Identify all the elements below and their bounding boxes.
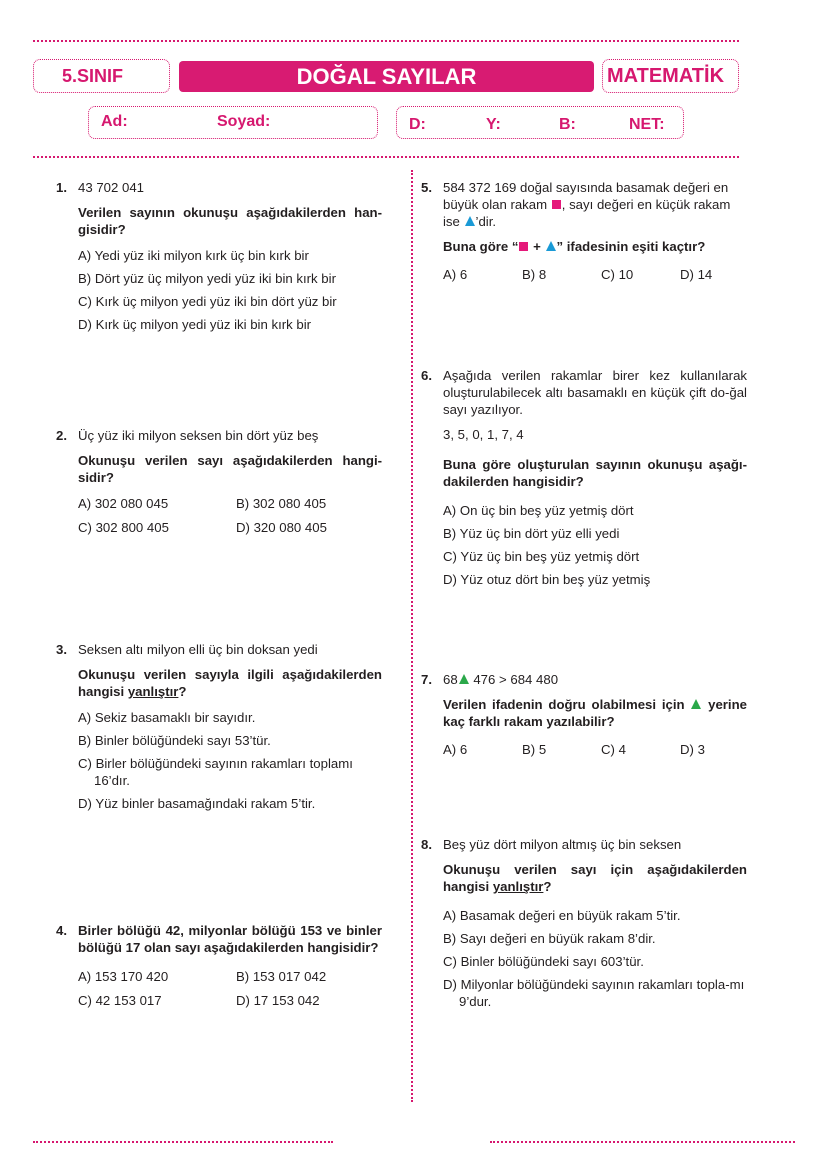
option-b[interactable]: B) 5 [522, 742, 547, 757]
footer-divider-right [490, 1141, 795, 1143]
name-box [88, 106, 378, 139]
question-number: 3. [56, 642, 67, 657]
option-d[interactable]: D) 14 [680, 267, 713, 282]
question-number: 4. [56, 923, 67, 938]
option-d[interactable]: D) Yüz binler basamağındaki rakam 5’tir. [78, 796, 316, 811]
option-c[interactable]: C) 302 800 405 [78, 520, 169, 535]
question-7 [421, 671, 747, 758]
question-number: 5. [421, 180, 432, 195]
net-field-label: NET: [629, 116, 665, 133]
option-c[interactable]: C) Binler bölüğündeki sayı 603’tür. [443, 954, 644, 969]
negative-keyword: yanlıştır [127, 684, 179, 699]
option-a[interactable]: A) 6 [443, 267, 468, 282]
question-stem: Aşağıda verilen rakamlar birer kez kullanılarak oluşturulabilecek altı basamaklı en küçük çift do-ğal sayı yazılıyor. [443, 368, 747, 417]
question-number: 2. [56, 428, 67, 443]
option-a[interactable]: A) Sekiz basamaklı bir sayıdır. [78, 710, 256, 725]
option-d[interactable]: D) 320 080 405 [236, 520, 327, 535]
option-a[interactable]: A) On üç bin beş yüz yetmiş dört [443, 503, 634, 518]
negative-keyword: yanlıştır [492, 879, 544, 894]
option-b[interactable]: B) Sayı değeri en büyük rakam 8’dir. [443, 931, 656, 946]
option-b[interactable]: B) 8 [522, 267, 547, 282]
question-prompt: Okunuşu verilen sayıyla ilgili aşağıdakilerden hangisi yanlıştır? [78, 667, 382, 699]
question-number: 7. [421, 672, 432, 687]
question-3 [56, 641, 382, 818]
option-d[interactable]: D) Kırk üç milyon yedi yüz iki bin kırk bir [78, 317, 312, 332]
option-b[interactable]: B) 302 080 405 [236, 496, 327, 511]
option-c[interactable]: C) 10 [601, 267, 634, 282]
page-title: DOĞAL SAYILAR [179, 61, 594, 92]
question-stem: Üç yüz iki milyon seksen bin dört yüz beş [78, 428, 319, 443]
question-stem: Beş yüz dört milyon altmış üç bin seksen [443, 837, 682, 852]
option-c[interactable]: C) Kırk üç milyon yedi yüz iki bin dört yüz bir [78, 294, 337, 309]
blank-field-label: B: [559, 116, 576, 133]
question-6 [421, 367, 747, 594]
score-box [396, 106, 684, 139]
question-prompt: Buna göre “ + ” ifadesinin eşiti kaçtır? [443, 239, 706, 254]
option-c[interactable]: C) Yüz üç bin beş yüz yetmiş dört [443, 549, 640, 564]
question-stem: 43 702 041 [78, 180, 145, 195]
name-field-label: Ad: [101, 113, 128, 130]
question-prompt: Verilen ifadenin doğru olabilmesi için yerine kaç farklı rakam yazılabilir? [443, 697, 747, 729]
option-d[interactable]: D) Yüz otuz dört bin beş yüz yetmiş [443, 572, 651, 587]
wrong-field-label: Y: [486, 116, 501, 133]
question-5 [421, 179, 747, 283]
option-d[interactable]: D) Milyonlar bölüğündeki sayının rakamları topla-mı 9’dur. [443, 977, 745, 1009]
question-4 [56, 922, 382, 1009]
option-c[interactable]: C) 42 153 017 [78, 993, 162, 1008]
question-prompt: Okunuşu verilen sayı aşağıdakilerden hangi-sidir? [78, 453, 382, 485]
question-stem: 68 476 > 684 480 [443, 672, 559, 687]
option-a[interactable]: A) 6 [443, 742, 468, 757]
blue-triangle-icon [465, 216, 475, 226]
option-b[interactable]: B) 153 017 042 [236, 969, 327, 984]
header-divider [33, 156, 739, 158]
option-d[interactable]: D) 17 153 042 [236, 993, 320, 1008]
question-stem: Seksen altı milyon elli üç bin doksan yedi [78, 642, 318, 657]
question-number: 8. [421, 837, 432, 852]
question-number: 6. [421, 368, 432, 383]
question-prompt: Verilen sayının okunuşu aşağıdakilerden han-gisidir? [78, 205, 382, 237]
digit-list: 3, 5, 0, 1, 7, 4 [443, 427, 524, 442]
subject-box [602, 59, 739, 93]
grade-label: 5.SINIF [62, 66, 124, 86]
option-a[interactable]: A) 153 170 420 [78, 969, 169, 984]
green-triangle-icon [691, 699, 701, 709]
footer-divider-left [33, 1141, 333, 1143]
question-prompt: Birler bölüğü 42, milyonlar bölüğü 153 ve binler bölüğü 17 olan sayı aşağıdakilerden hangisidir? [78, 923, 382, 955]
option-b[interactable]: B) Binler bölüğündeki sayı 53’tür. [78, 733, 271, 748]
option-a[interactable]: A) Yedi yüz iki milyon kırk üç bin kırk bir [78, 248, 309, 263]
question-number: 1. [56, 180, 67, 195]
pink-square-icon [519, 242, 528, 251]
correct-field-label: D: [409, 116, 426, 133]
question-2 [56, 427, 382, 536]
pink-square-icon [552, 200, 561, 209]
green-triangle-icon [459, 674, 469, 684]
option-c[interactable]: C) Birler bölüğündeki sayının rakamları toplamı 16’dır. [78, 756, 353, 788]
option-a[interactable]: A) 302 080 045 [78, 496, 169, 511]
question-8 [421, 836, 747, 1016]
question-1 [56, 179, 382, 339]
question-prompt: Buna göre oluşturulan sayının okunuşu aşağı-dakilerden hangisidir? [443, 457, 747, 489]
question-stem: 584 372 169 doğal sayısında basamak değeri en büyük olan rakam , sayı değeri en küçük rakam ise ’dir. [443, 180, 731, 229]
subject-label: MATEMATİK [607, 65, 725, 87]
column-divider [411, 170, 413, 1102]
option-c[interactable]: C) 4 [601, 742, 626, 757]
option-d[interactable]: D) 3 [680, 742, 705, 757]
option-b[interactable]: B) Yüz üç bin dört yüz elli yedi [443, 526, 620, 541]
option-b[interactable]: B) Dört yüz üç milyon yedi yüz iki bin kırk bir [78, 271, 336, 286]
surname-field-label: Soyad: [217, 113, 271, 130]
grade-box [33, 59, 170, 93]
question-prompt: Okunuşu verilen sayı için aşağıdakilerden hangisi yanlıştır? [443, 862, 747, 894]
option-a[interactable]: A) Basamak değeri en büyük rakam 5’tir. [443, 908, 681, 923]
top-divider [33, 40, 739, 42]
blue-triangle-icon [546, 241, 556, 251]
